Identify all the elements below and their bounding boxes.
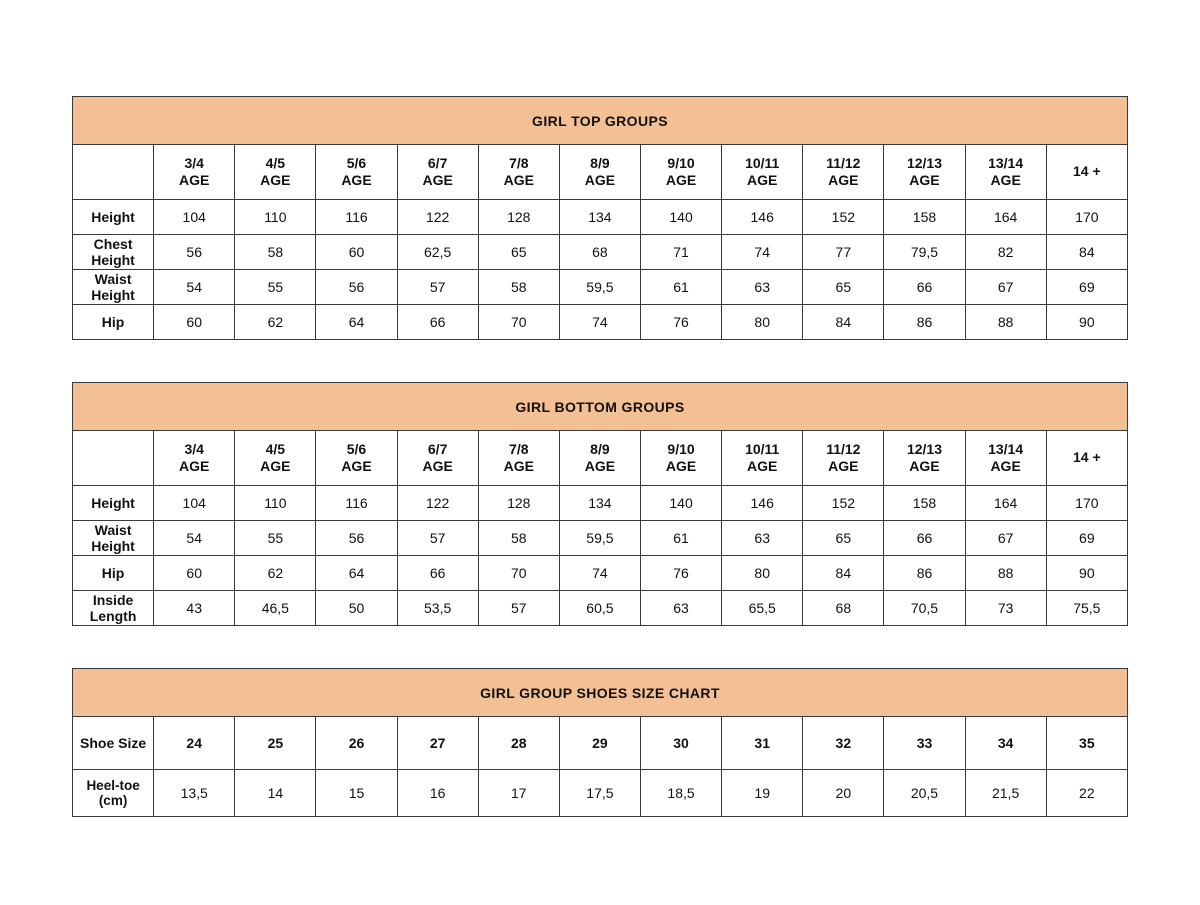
table-title: GIRL GROUP SHOES SIZE CHART bbox=[73, 669, 1128, 717]
column-header-10 bbox=[965, 145, 1046, 200]
column-header-5-top: 8/9 bbox=[590, 440, 610, 457]
girl-group-shoes-size-chart-table bbox=[72, 668, 1128, 817]
cell: 75,5 bbox=[1046, 591, 1127, 626]
column-header-5-bottom: AGE bbox=[584, 172, 616, 188]
row-label: Hip bbox=[73, 556, 154, 591]
column-header-0 bbox=[154, 431, 235, 486]
column-header-0-bottom: AGE bbox=[179, 458, 210, 474]
cell: 61 bbox=[640, 270, 721, 305]
cell: 20,5 bbox=[884, 770, 965, 817]
cell: 66 bbox=[884, 521, 965, 556]
cell: 50 bbox=[316, 591, 397, 626]
cell: 56 bbox=[316, 521, 397, 556]
row-label: Hip bbox=[73, 305, 154, 340]
column-header-7 bbox=[722, 431, 803, 486]
cell: 152 bbox=[803, 200, 884, 235]
row-label: Height bbox=[73, 486, 154, 521]
cell: 63 bbox=[640, 591, 721, 626]
cell: 57 bbox=[397, 521, 478, 556]
column-header-7-top: 10/11 bbox=[745, 154, 780, 171]
cell: 88 bbox=[965, 305, 1046, 340]
cell: 31 bbox=[722, 717, 803, 770]
cell: 122 bbox=[397, 200, 478, 235]
column-header-6-top: 9/10 bbox=[667, 440, 695, 457]
column-header-4 bbox=[478, 145, 559, 200]
cell: 62 bbox=[235, 556, 316, 591]
cell: 54 bbox=[154, 270, 235, 305]
cell: 73 bbox=[965, 591, 1046, 626]
row-label: Waist Height bbox=[73, 521, 154, 556]
column-header-10-top: 13/14 bbox=[988, 440, 1024, 457]
cell: 84 bbox=[1046, 235, 1127, 270]
cell: 58 bbox=[478, 270, 559, 305]
cell: 88 bbox=[965, 556, 1046, 591]
column-header-2 bbox=[316, 431, 397, 486]
column-header-9-top: 12/13 bbox=[906, 154, 942, 171]
cell: 80 bbox=[722, 556, 803, 591]
column-header-7-top: 10/11 bbox=[745, 440, 780, 457]
table-title-row bbox=[73, 383, 1128, 431]
column-header-2 bbox=[316, 145, 397, 200]
column-header-10-bottom: AGE bbox=[990, 458, 1021, 474]
column-header-0 bbox=[154, 145, 235, 200]
cell: 70,5 bbox=[884, 591, 965, 626]
cell: 76 bbox=[640, 305, 721, 340]
column-header-2-bottom: AGE bbox=[341, 458, 372, 474]
column-header-8-top: 11/12 bbox=[826, 440, 861, 457]
column-header-0-bottom: AGE bbox=[179, 172, 210, 188]
column-header-6 bbox=[640, 431, 721, 486]
column-header-3 bbox=[397, 431, 478, 486]
cell: 170 bbox=[1046, 486, 1127, 521]
cell: 17 bbox=[478, 770, 559, 817]
cell: 140 bbox=[640, 200, 721, 235]
column-header-10-top: 13/14 bbox=[988, 154, 1024, 171]
column-header-9 bbox=[884, 145, 965, 200]
table-row bbox=[73, 270, 1128, 305]
column-header-3-bottom: AGE bbox=[422, 172, 453, 188]
cell: 59,5 bbox=[559, 521, 640, 556]
row-label: Height bbox=[73, 200, 154, 235]
cell: 82 bbox=[965, 235, 1046, 270]
column-header-9 bbox=[884, 431, 965, 486]
cell: 67 bbox=[965, 270, 1046, 305]
cell: 128 bbox=[478, 486, 559, 521]
table-title: GIRL BOTTOM GROUPS bbox=[73, 383, 1128, 431]
column-header-2-top: 5/6 bbox=[346, 154, 367, 171]
column-header-1-bottom: AGE bbox=[260, 172, 291, 188]
column-header-4-top: 7/8 bbox=[509, 440, 529, 457]
cell: 86 bbox=[884, 305, 965, 340]
cell: 14 bbox=[235, 770, 316, 817]
table-title-row bbox=[73, 97, 1128, 145]
cell: 29 bbox=[559, 717, 640, 770]
cell: 70 bbox=[478, 556, 559, 591]
cell: 27 bbox=[397, 717, 478, 770]
row-label: Waist Height bbox=[73, 270, 154, 305]
cell: 56 bbox=[316, 270, 397, 305]
cell: 134 bbox=[559, 200, 640, 235]
cell: 152 bbox=[803, 486, 884, 521]
cell: 58 bbox=[478, 521, 559, 556]
column-header-0-top: 3/4 bbox=[184, 440, 204, 457]
table-row bbox=[73, 556, 1128, 591]
cell: 146 bbox=[722, 486, 803, 521]
cell: 55 bbox=[235, 521, 316, 556]
column-header-3-top: 6/7 bbox=[427, 154, 448, 171]
cell: 84 bbox=[803, 556, 884, 591]
column-header-8 bbox=[803, 431, 884, 486]
column-header-6-top: 9/10 bbox=[667, 154, 695, 171]
cell: 30 bbox=[640, 717, 721, 770]
cell: 28 bbox=[478, 717, 559, 770]
cell: 74 bbox=[559, 556, 640, 591]
cell: 25 bbox=[235, 717, 316, 770]
cell: 79,5 bbox=[884, 235, 965, 270]
column-header-5-top: 8/9 bbox=[590, 154, 610, 171]
table-row bbox=[73, 486, 1128, 521]
column-header-5-bottom: AGE bbox=[584, 458, 616, 474]
cell: 21,5 bbox=[965, 770, 1046, 817]
cell: 24 bbox=[154, 717, 235, 770]
column-header-4 bbox=[478, 431, 559, 486]
row-label: Shoe Size bbox=[73, 717, 154, 770]
cell: 56 bbox=[154, 235, 235, 270]
cell: 69 bbox=[1046, 521, 1127, 556]
cell: 57 bbox=[397, 270, 478, 305]
cell: 20 bbox=[803, 770, 884, 817]
cell: 68 bbox=[803, 591, 884, 626]
column-header-1 bbox=[235, 431, 316, 486]
cell: 140 bbox=[640, 486, 721, 521]
cell: 63 bbox=[722, 521, 803, 556]
column-header-3 bbox=[397, 145, 478, 200]
column-header-5 bbox=[559, 431, 640, 486]
cell: 104 bbox=[154, 200, 235, 235]
cell: 33 bbox=[884, 717, 965, 770]
column-header-4-bottom: AGE bbox=[503, 172, 534, 188]
table-title-row bbox=[73, 669, 1128, 717]
cell: 65 bbox=[803, 521, 884, 556]
row-label: Heel-toe (cm) bbox=[73, 770, 154, 817]
cell: 158 bbox=[884, 486, 965, 521]
table-row bbox=[73, 235, 1128, 270]
cell: 66 bbox=[397, 305, 478, 340]
cell: 17,5 bbox=[559, 770, 640, 817]
cell: 65 bbox=[803, 270, 884, 305]
girl-top-groups-table bbox=[72, 96, 1128, 340]
column-header-9-top: 12/13 bbox=[906, 440, 942, 457]
cell: 43 bbox=[154, 591, 235, 626]
column-header-2-top: 5/6 bbox=[346, 440, 367, 457]
header-corner-cell bbox=[73, 431, 154, 486]
cell: 170 bbox=[1046, 200, 1127, 235]
table-row bbox=[73, 200, 1128, 235]
column-header-10 bbox=[965, 431, 1046, 486]
column-header-7 bbox=[722, 145, 803, 200]
cell: 80 bbox=[722, 305, 803, 340]
cell: 90 bbox=[1046, 305, 1127, 340]
cell: 61 bbox=[640, 521, 721, 556]
cell: 86 bbox=[884, 556, 965, 591]
cell: 71 bbox=[640, 235, 721, 270]
cell: 16 bbox=[397, 770, 478, 817]
cell: 110 bbox=[235, 200, 316, 235]
cell: 34 bbox=[965, 717, 1046, 770]
table-row bbox=[73, 591, 1128, 626]
cell: 46,5 bbox=[235, 591, 316, 626]
column-header-1-bottom: AGE bbox=[260, 458, 291, 474]
column-header-6-bottom: AGE bbox=[665, 172, 697, 188]
column-header-0-top: 3/4 bbox=[184, 154, 204, 171]
cell: 19 bbox=[722, 770, 803, 817]
column-header-3-bottom: AGE bbox=[422, 458, 453, 474]
column-header-3-top: 6/7 bbox=[427, 440, 448, 457]
cell: 63 bbox=[722, 270, 803, 305]
cell: 84 bbox=[803, 305, 884, 340]
shoe-size-row bbox=[73, 717, 1128, 770]
cell: 66 bbox=[397, 556, 478, 591]
header-corner-cell bbox=[73, 145, 154, 200]
column-header-5 bbox=[559, 145, 640, 200]
cell: 70 bbox=[478, 305, 559, 340]
cell: 76 bbox=[640, 556, 721, 591]
girl-bottom-groups-table bbox=[72, 382, 1128, 626]
cell: 128 bbox=[478, 200, 559, 235]
cell: 122 bbox=[397, 486, 478, 521]
cell: 53,5 bbox=[397, 591, 478, 626]
cell: 55 bbox=[235, 270, 316, 305]
cell: 67 bbox=[965, 521, 1046, 556]
cell: 116 bbox=[316, 200, 397, 235]
column-header-7-bottom: AGE bbox=[747, 172, 778, 188]
cell: 62 bbox=[235, 305, 316, 340]
table-row bbox=[73, 521, 1128, 556]
column-header-1 bbox=[235, 145, 316, 200]
cell: 32 bbox=[803, 717, 884, 770]
column-header-8-top: 11/12 bbox=[826, 154, 861, 171]
cell: 26 bbox=[316, 717, 397, 770]
table-row bbox=[73, 305, 1128, 340]
column-header-11: 14 + bbox=[1046, 145, 1127, 200]
cell: 60,5 bbox=[559, 591, 640, 626]
column-header-6 bbox=[640, 145, 721, 200]
cell: 65 bbox=[478, 235, 559, 270]
column-header-6-bottom: AGE bbox=[665, 458, 697, 474]
cell: 13,5 bbox=[154, 770, 235, 817]
column-header-4-bottom: AGE bbox=[503, 458, 534, 474]
cell: 22 bbox=[1046, 770, 1127, 817]
table-header-row bbox=[73, 145, 1128, 200]
cell: 57 bbox=[478, 591, 559, 626]
cell: 74 bbox=[722, 235, 803, 270]
cell: 164 bbox=[965, 200, 1046, 235]
column-header-2-bottom: AGE bbox=[341, 172, 372, 188]
cell: 18,5 bbox=[640, 770, 721, 817]
table-title: GIRL TOP GROUPS bbox=[73, 97, 1128, 145]
column-header-1-top: 4/5 bbox=[265, 440, 286, 457]
row-label: Chest Height bbox=[73, 235, 154, 270]
cell: 74 bbox=[559, 305, 640, 340]
cell: 110 bbox=[235, 486, 316, 521]
cell: 134 bbox=[559, 486, 640, 521]
cell: 104 bbox=[154, 486, 235, 521]
cell: 77 bbox=[803, 235, 884, 270]
cell: 62,5 bbox=[397, 235, 478, 270]
cell: 60 bbox=[316, 235, 397, 270]
cell: 64 bbox=[316, 305, 397, 340]
column-header-11: 14 + bbox=[1046, 431, 1127, 486]
cell: 54 bbox=[154, 521, 235, 556]
column-header-8 bbox=[803, 145, 884, 200]
cell: 66 bbox=[884, 270, 965, 305]
column-header-9-bottom: AGE bbox=[909, 458, 940, 474]
column-header-1-top: 4/5 bbox=[265, 154, 286, 171]
cell: 60 bbox=[154, 305, 235, 340]
cell: 164 bbox=[965, 486, 1046, 521]
column-header-9-bottom: AGE bbox=[909, 172, 940, 188]
cell: 116 bbox=[316, 486, 397, 521]
column-header-10-bottom: AGE bbox=[990, 172, 1021, 188]
cell: 158 bbox=[884, 200, 965, 235]
cell: 35 bbox=[1046, 717, 1127, 770]
table-header-row bbox=[73, 431, 1128, 486]
cell: 69 bbox=[1046, 270, 1127, 305]
column-header-8-bottom: AGE bbox=[828, 458, 859, 474]
cell: 59,5 bbox=[559, 270, 640, 305]
column-header-7-bottom: AGE bbox=[747, 458, 778, 474]
cell: 15 bbox=[316, 770, 397, 817]
cell: 65,5 bbox=[722, 591, 803, 626]
cell: 90 bbox=[1046, 556, 1127, 591]
cell: 58 bbox=[235, 235, 316, 270]
cell: 146 bbox=[722, 200, 803, 235]
column-header-4-top: 7/8 bbox=[509, 154, 529, 171]
cell: 68 bbox=[559, 235, 640, 270]
row-label: Inside Length bbox=[73, 591, 154, 626]
cell: 60 bbox=[154, 556, 235, 591]
cell: 64 bbox=[316, 556, 397, 591]
column-header-8-bottom: AGE bbox=[828, 172, 859, 188]
table-row bbox=[73, 770, 1128, 817]
